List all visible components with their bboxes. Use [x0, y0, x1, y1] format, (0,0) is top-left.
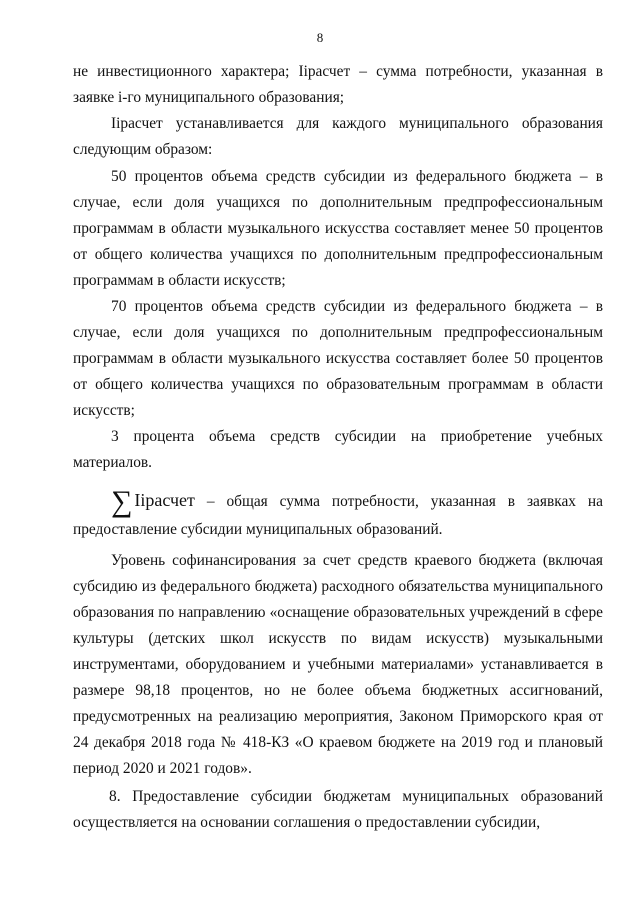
page-number: 8 — [316, 30, 324, 45]
sum-symbol: ∑ — [111, 485, 133, 518]
paragraph-6 — [73, 486, 603, 544]
paragraph-1: не инвестиционного характера; Iiрасчет – сумма потребности, указанная в заявке i-го муниципального образования; — [73, 63, 603, 106]
paragraph-6-text: – общая сумма потребности, указанная в заявках на предоставление субсидии муниципальных образований. — [73, 493, 603, 538]
paragraph-4: 70 процентов объема средств субсидии из федерального бюджета – в случае, если доля учащихся по дополнительным предпрофессиональным программам в области музыкального искусства составляет более 50 процентов от общего количества учащихся по образовательным программам в области искусств; — [73, 298, 603, 419]
paragraph-5: 3 процента объема средств субсидии на приобретение учебных материалов. — [73, 428, 603, 471]
sum-term: Iiрасчет — [134, 490, 195, 510]
paragraph-2: Iiрасчет устанавливается для каждого муниципального образования следующим образом: — [73, 115, 603, 158]
paragraph-3: 50 процентов объема средств субсидии из федерального бюджета – в случае, если доля учащихся по дополнительным предпрофессиональным программам в области музыкального искусства составляет менее 50 процентов от общего количества учащихся по дополнительным предпрофессиональным программам в области искусств; — [73, 168, 603, 289]
paragraph-7: Уровень софинансирования за счет средств краевого бюджета (включая субсидию из федерального бюджета) расходного обязательства муниципального образования по направлению «оснащение образовательных учреждений в сфере культуры (детских школ искусств по видам искусств) музыкальными инструментами, оборудованием и учебными материалами» устанавливается в размере 98,18 процентов, но не более объема бюджетных ассигнований, предусмотренных на реализацию мероприятия, Законом Приморского края от 24 декабря 2018 года № 418-КЗ «О краевом бюджете на 2019 год и плановый период 2020 и 2021 годов». — [73, 552, 603, 777]
paragraph-8: 8. Предоставление субсидии бюджетам муниципальных образований осуществляется на основании соглашения о предоставлении субсидии, — [73, 788, 603, 831]
